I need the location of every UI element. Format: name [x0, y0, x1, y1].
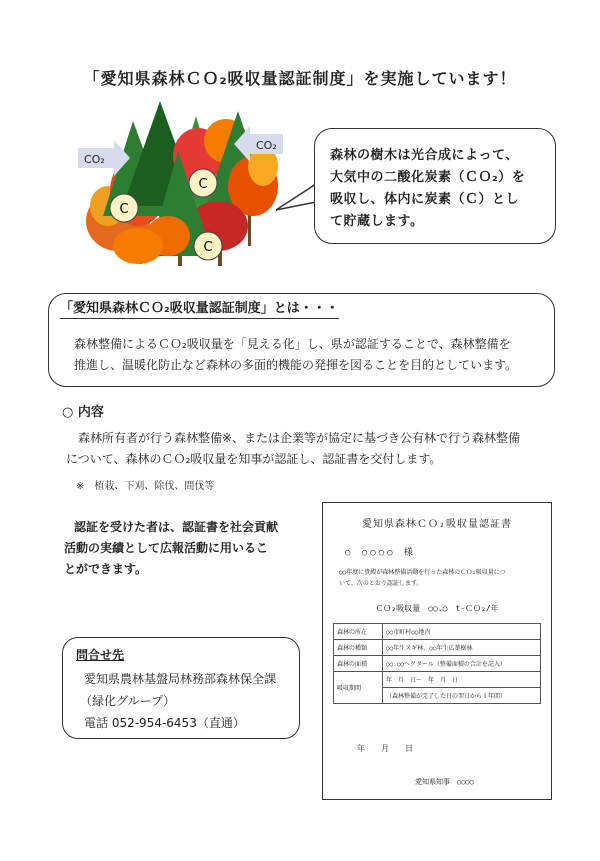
certificate-row-key: 森林の所在 [334, 624, 383, 640]
certificate-amount: ＣＯ₂吸収量 ○○.○ t-ＣＯ₂/年 [375, 604, 499, 613]
certificate-recipient: ○ ○○○○ 様 [345, 548, 416, 558]
certificate-signer: 愛知県知事 ○○○○ [415, 778, 474, 786]
certificate-body-line: ○○年度に貴殿が森林整備活動を行った森林のＣＯ₂吸収量につ [339, 569, 506, 576]
definition-line: 森林整備によるＣＯ₂吸収量を「見える化」し、県が認証することで、森林整備を [74, 337, 511, 351]
certificate-row-value: 年 月 日～ 年 月 日 [383, 672, 541, 688]
bubble-line: 森林の樹木は光合成によって、 [330, 148, 519, 163]
certificate-row [334, 672, 541, 688]
contact-heading: 問合せ先 [76, 648, 125, 662]
award-line: 認証を受けた者は、認証書を社会貢献 [74, 520, 279, 534]
carbon-circle [189, 169, 217, 197]
content-heading: ○ 内容 [62, 405, 104, 420]
page-title: 「愛知県森林ＣＯ₂吸収量認証制度」を実施しています！ [83, 69, 517, 88]
content-line: 森林所有者が行う森林整備※、または企業等が協定に基づき公有林で行う森林整備 [78, 431, 521, 445]
certificate-row [334, 624, 541, 640]
certificate-row-key: 吸収期間 [334, 672, 383, 704]
certificate-title: 愛知県森林ＣＯ₂吸収量認証書 [361, 519, 513, 530]
certificate-row-value: ○○.○○ヘクタール（整備面積の合計を記入） [383, 656, 541, 672]
certificate-table [333, 623, 541, 704]
carbon-circle [110, 194, 138, 222]
forest-illustration [78, 96, 283, 268]
certificate-row [334, 640, 541, 656]
certificate-row-value: ○○市町村○○地内 [383, 624, 541, 640]
contact-phone: 電話 052-954-6453（直通） [84, 716, 245, 730]
award-usage-text [64, 517, 302, 580]
svg-text:C: C [203, 240, 213, 255]
certificate-row-key: 森林の種類 [334, 640, 383, 656]
certificate-body-line: いて、次のとおり認証します。 [339, 580, 423, 587]
contact-group: （緑化グループ） [80, 694, 176, 708]
certificate-body [339, 567, 539, 589]
svg-text:CO₂: CO₂ [84, 153, 105, 166]
certificate-row-value: ○○年生スギ林、○○年生広葉樹林 [383, 640, 541, 656]
certificate-row-key: 森林の面積 [334, 656, 383, 672]
definition-heading: 「愛知県森林ＣＯ₂吸収量認証制度」とは・・・ [60, 297, 339, 319]
svg-text:C: C [119, 202, 129, 217]
svg-text:C: C [198, 177, 208, 192]
svg-text:CO₂: CO₂ [256, 139, 277, 152]
bubble-line: 大気中の二酸化炭素（ＣＯ₂）を [330, 170, 526, 185]
bubble-line: て貯蔵します。 [330, 214, 424, 229]
certificate-sample [322, 502, 552, 800]
award-line: とができます。 [64, 562, 148, 576]
definition-body [74, 334, 549, 376]
contact-department: 愛知県農林基盤局林務部森林保全課 [84, 672, 277, 686]
speech-bubble-tail [276, 180, 318, 220]
certificate-row-value: （森林整備が完了した日の翌日から１年間） [383, 688, 541, 704]
carbon-circle [194, 232, 222, 260]
definition-line: 推進し、温暖化防止など森林の多面的機能の発揮を図ることを目的としています。 [74, 358, 518, 372]
content-body [66, 428, 556, 470]
certificate-date: 年 月 日 [357, 744, 413, 753]
content-note: ※ 植栽、下刈、除伐、間伐等 [76, 481, 215, 492]
content-line: について、森林のＣＯ₂吸収量を知事が認証し、認証書を交付します。 [66, 452, 442, 466]
bubble-line: 吸収し、体内に炭素（Ｃ）とし [330, 192, 520, 207]
speech-bubble-text [330, 145, 545, 233]
award-line: 活動の実績として広報活動に用いるこ [64, 541, 269, 555]
certificate-row [334, 656, 541, 672]
